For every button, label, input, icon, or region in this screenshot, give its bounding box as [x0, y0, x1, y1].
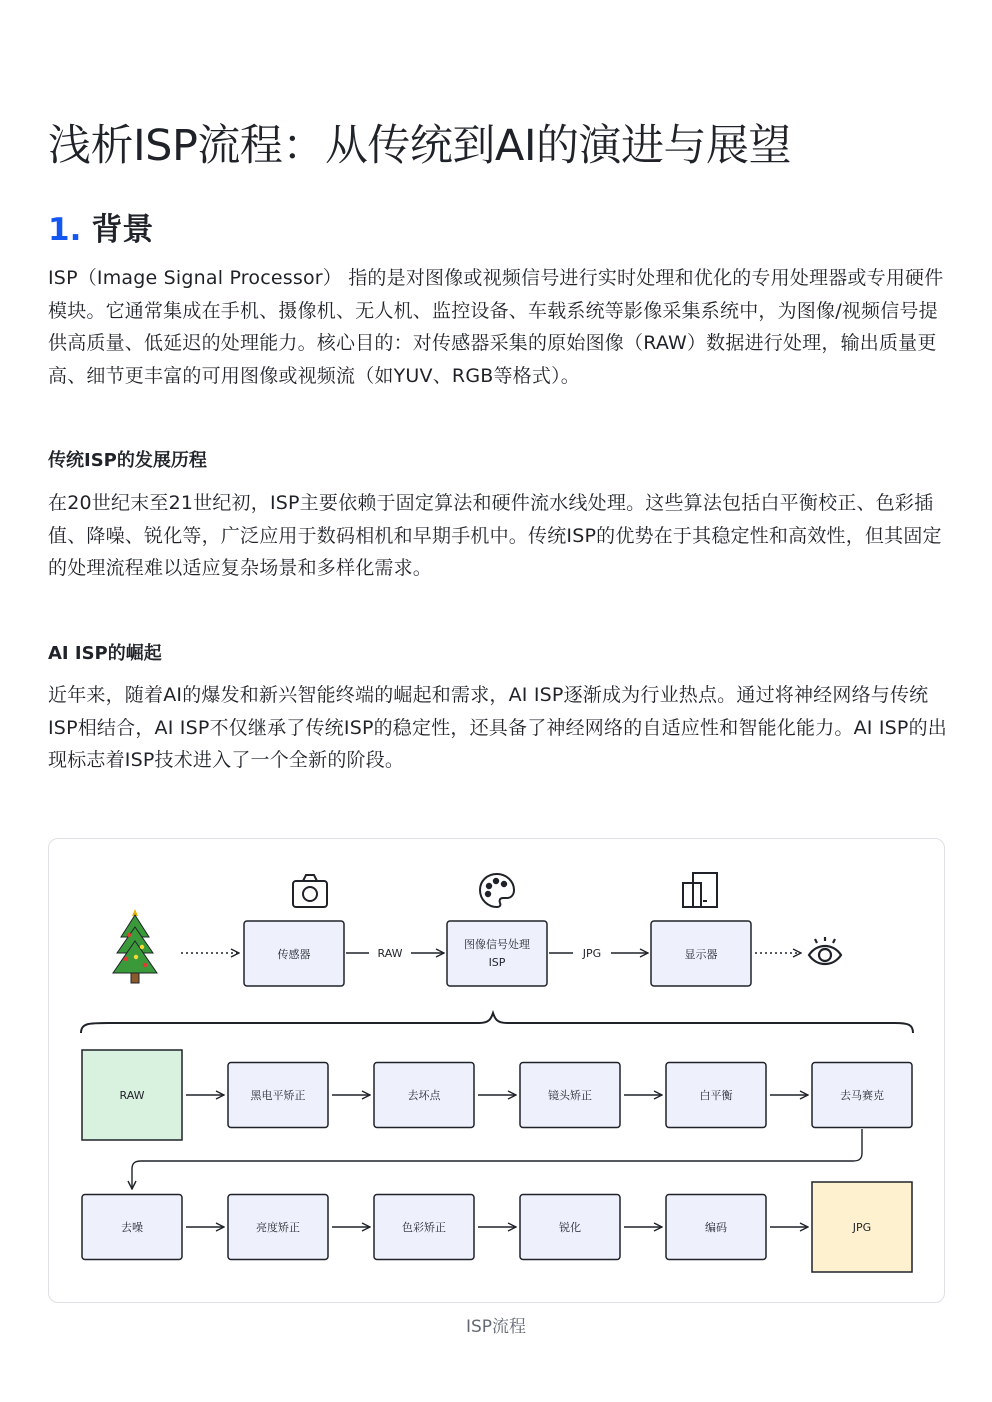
row2-node-label-2: 色彩矫正 [402, 1221, 446, 1234]
diagram-card [48, 838, 945, 1303]
subsection-heading-ai: AI ISP的崛起 [48, 643, 162, 664]
node-sensor-label: 传感器 [277, 948, 311, 961]
row1-node-label-5: 去马赛克 [840, 1089, 884, 1102]
row1-node-label-2: 去坏点 [407, 1089, 441, 1102]
section-label: 背景 [91, 212, 154, 248]
ai-paragraph: 近年来，随着AI的爆发和新兴智能终端的崛起和需求，AI ISP逐渐成为行业热点。通过将神经网络与传统ISP相结合，AI ISP不仅继承了传统ISP的稳定性，还具备了神经网络的自适应性和智能化能力。AI ISP的出现标志着ISP技术进入了一个全新的阶段。 [48, 684, 947, 771]
node-isp-label-2: ISP [488, 956, 506, 969]
brace-expand-isp [81, 1013, 913, 1033]
eye-icon [809, 937, 841, 964]
row2-node-label-5: JPG [852, 1221, 872, 1234]
palette-icon [480, 874, 514, 907]
subsection-heading-traditional: 传统ISP的发展历程 [48, 450, 207, 471]
page-title: 浅析ISP流程：从传统到AI的演进与展望 [48, 121, 792, 171]
row1-node-label-1: 黑电平矫正 [250, 1089, 306, 1102]
row2-node-label-1: 亮度矫正 [256, 1221, 300, 1234]
row1-node-label-4: 白平衡 [699, 1089, 733, 1102]
node-display-label: 显示器 [684, 948, 718, 961]
row2-node-label-4: 编码 [705, 1221, 727, 1234]
row2-node-label-3: 锐化 [559, 1221, 581, 1234]
pipeline-row-2 [82, 1182, 912, 1272]
camera-icon [293, 875, 327, 907]
row1-node-label-0: RAW [119, 1089, 145, 1102]
figure-caption: ISP流程 [465, 1317, 527, 1337]
node-isp [447, 921, 547, 986]
edge-label-jpg: JPG [582, 947, 602, 960]
traditional-paragraph: 在20世纪末至21世纪初，ISP主要依赖于固定算法和硬件流水线处理。这些算法包括白平衡校正、色彩插值、降噪、锐化等，广泛应用于数码相机和早期手机中。传统ISP的优势在于其稳定性和高效性，但其固定的处理流程难以适应复杂场景和多样化需求。 [48, 492, 942, 579]
row2-node-label-0: 去噪 [121, 1221, 143, 1234]
pipeline-row-1 [82, 1050, 912, 1140]
section-number: 1. [48, 212, 82, 248]
row1-node-label-3: 镜头矫正 [548, 1089, 592, 1102]
section-heading [48, 204, 153, 249]
intro-paragraph: ISP（Image Signal Processor） 指的是对图像或视频信号进行实时处理和优化的专用处理器或专用硬件模块。它通常集成在手机、摄像机、无人机、监控设备、车载系统等影像采集系统中，为图像/视频信号提供高质量、低延迟的处理能力。核心目的：对传感器采集的原始图像（RAW）数据进行处理，输出质量更高、细节更丰富的可用图像或视频流（如YUV、RGB等格式）。 [48, 267, 944, 387]
phone-icon [683, 873, 717, 907]
node-isp-label: 图像信号处理 [464, 938, 530, 951]
edge-label-raw: RAW [377, 947, 403, 960]
row-wrap-connector [132, 1129, 862, 1189]
isp-flow-diagram [49, 839, 946, 1304]
tree-icon [113, 909, 157, 983]
